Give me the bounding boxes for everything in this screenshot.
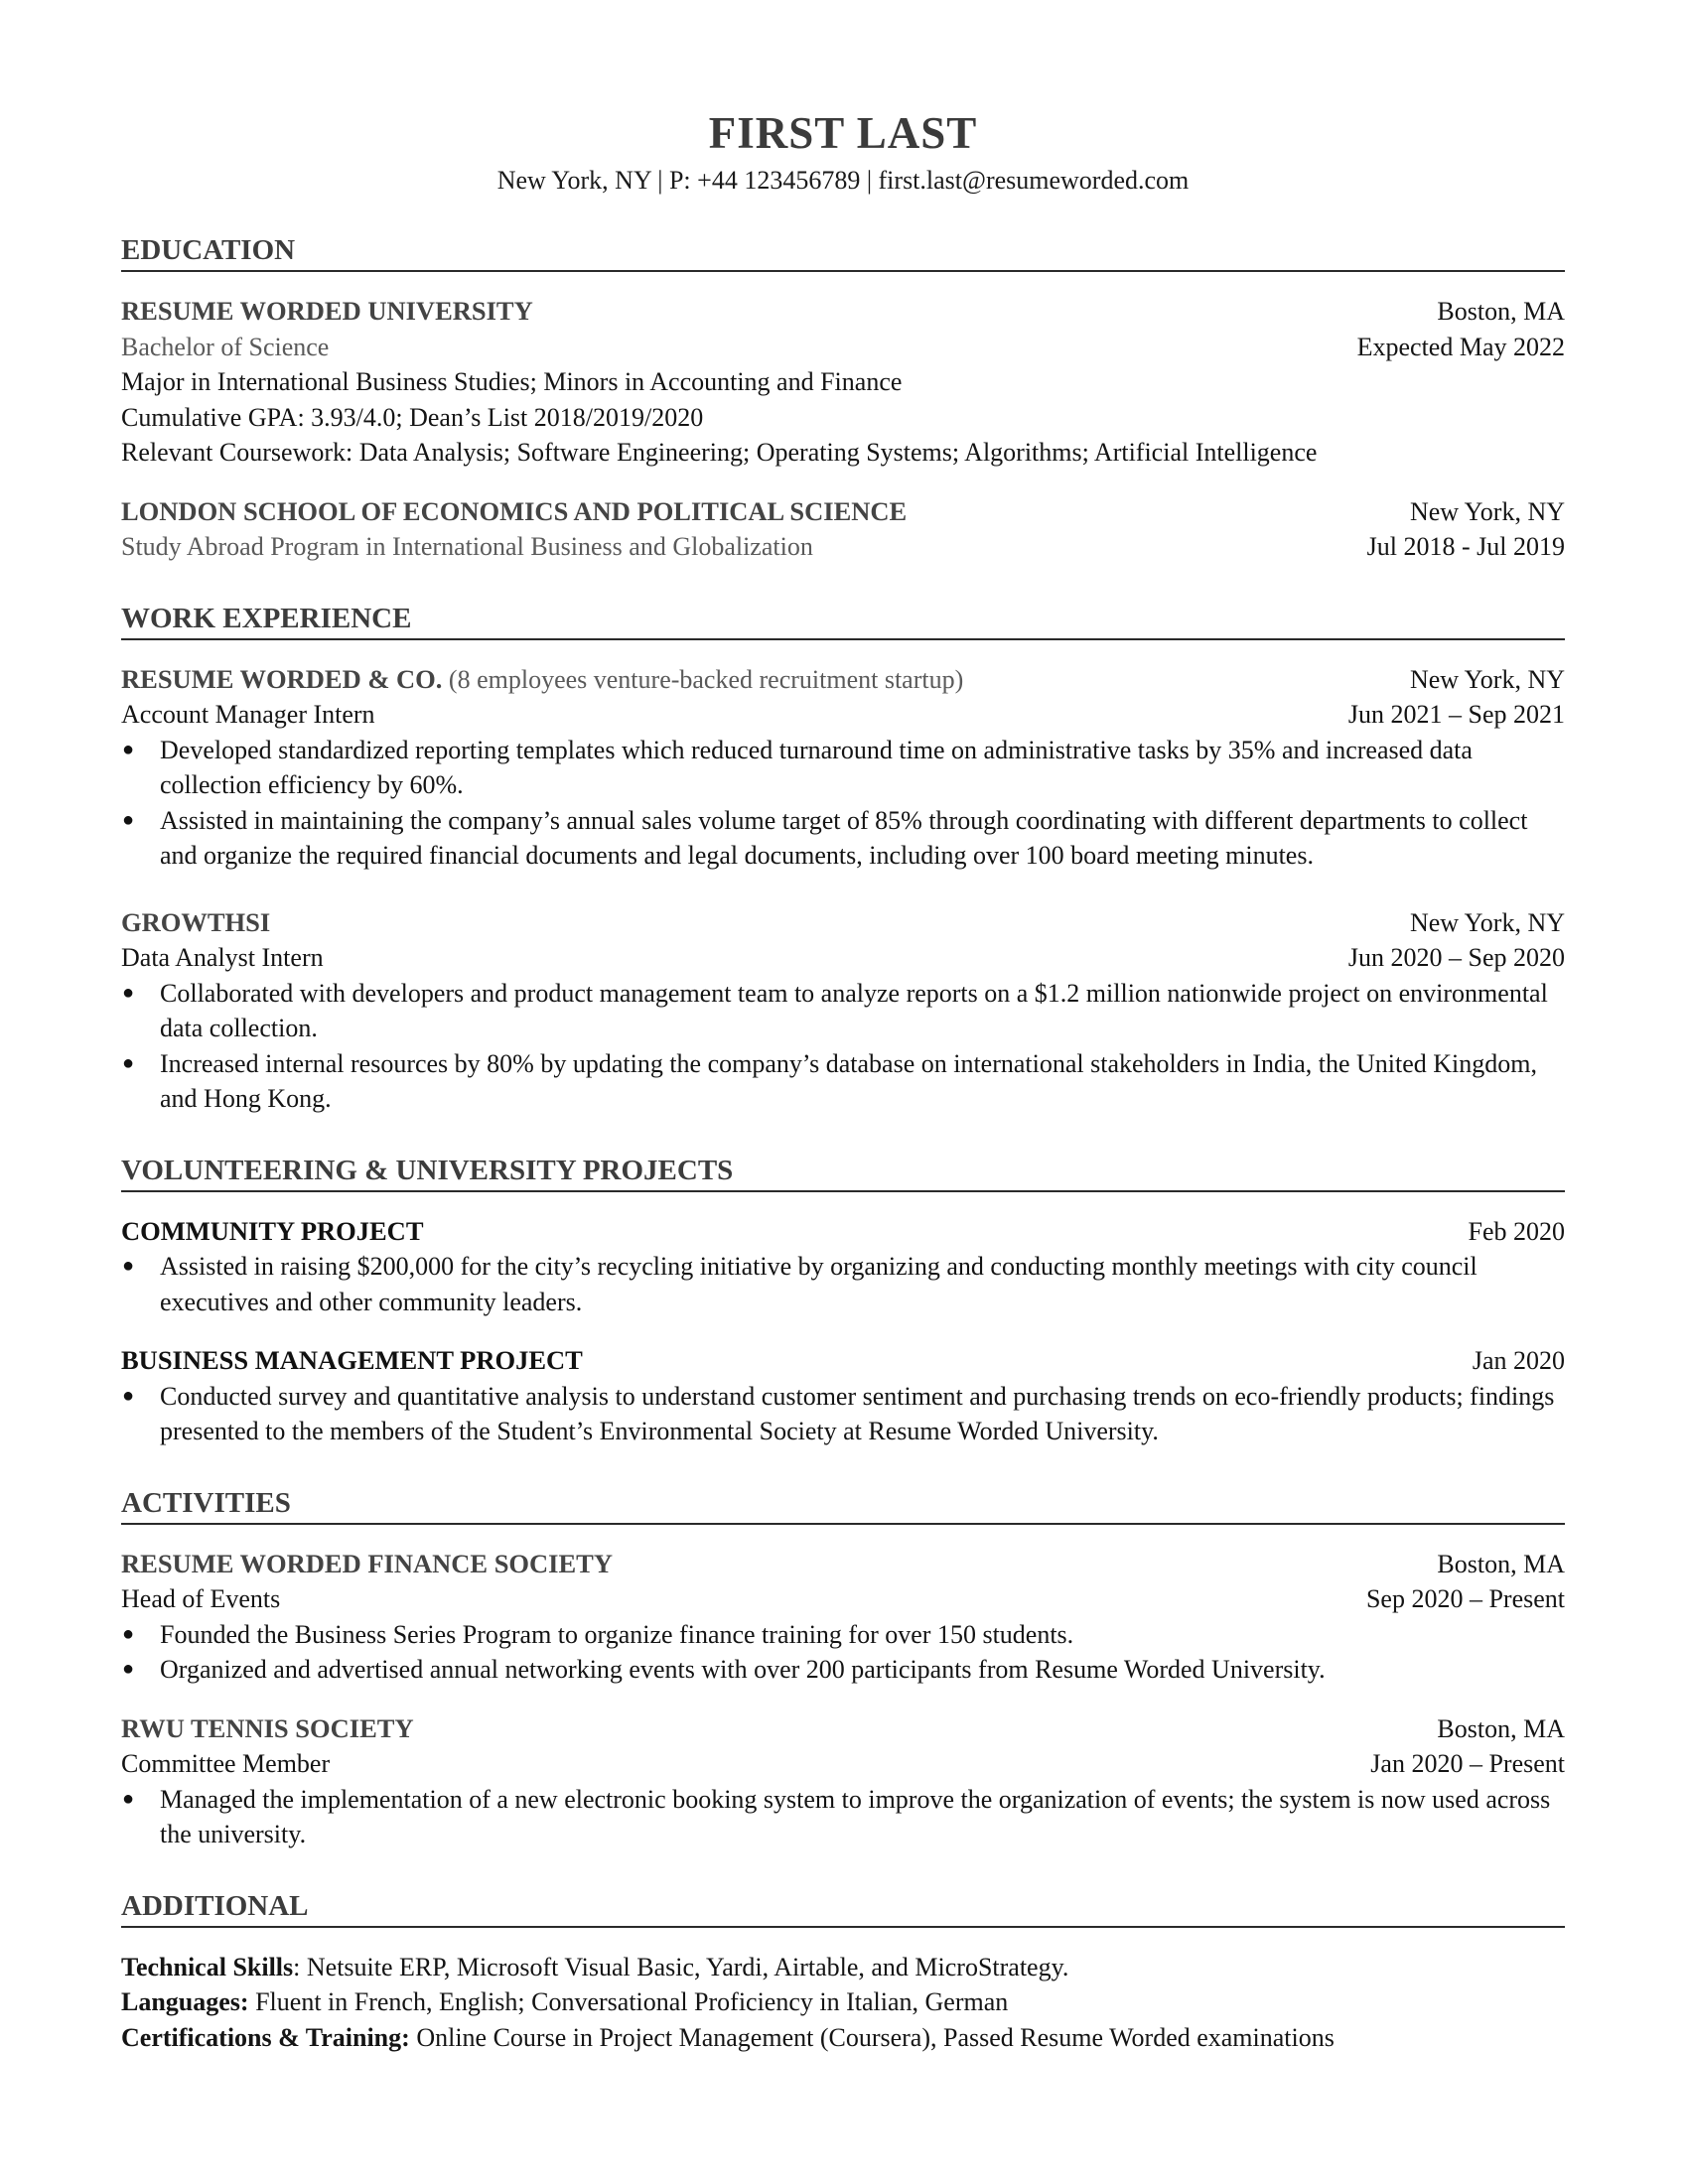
- education-entry: [121, 494, 1565, 565]
- bullet-item: ● Increased internal resources by 80% by updating the company’s database on international stakeholders in India, the United Kingdom, and Hong Kong.: [121, 1046, 1565, 1117]
- bullet-list: [121, 1782, 1565, 1852]
- date: Jan 2020: [1472, 1346, 1565, 1375]
- section-title: EDUCATION: [121, 232, 1565, 272]
- add-text: Netsuite ERP, Microsoft Visual Basic, Yardi, Airtable, and MicroStrategy.: [300, 1952, 1069, 1981]
- date: Jan 2020 – Present: [1370, 1749, 1565, 1778]
- bullet-item: ● Founded the Business Series Program to organize finance training for over 150 students.: [121, 1617, 1565, 1653]
- bullet-list: [121, 1617, 1565, 1688]
- bullet-list: [121, 1379, 1565, 1449]
- date: Jun 2021 – Sep 2021: [1347, 700, 1565, 729]
- section-title: WORK EXPERIENCE: [121, 601, 1565, 640]
- company-name: RESUME WORDED & CO.: [121, 663, 443, 694]
- education-detail: Cumulative GPA: 3.93/4.0; Dean’s List 2018/2019/2020: [121, 402, 704, 432]
- add-label: Technical Skills: [121, 1952, 294, 1981]
- role-title: Head of Events: [121, 1584, 281, 1613]
- additional-list: [121, 1950, 1565, 2056]
- technical-skills-line: [121, 1950, 1565, 1985]
- project-entry: [121, 1343, 1565, 1449]
- education-detail: Major in International Business Studies; Minors in Accounting and Finance: [121, 367, 903, 396]
- bullet-list: [121, 976, 1565, 1117]
- add-text: Fluent in French, English; Conversational Proficiency in Italian, German: [248, 1987, 1009, 2016]
- degree: Study Abroad Program in International Business and Globalization: [121, 532, 813, 561]
- project-name: BUSINESS MANAGEMENT PROJECT: [121, 1345, 583, 1375]
- institution-name: RESUME WORDED UNIVERSITY: [121, 296, 533, 326]
- bullet-item: ● Managed the implementation of a new electronic booking system to improve the organization of events; the system is now used across the university.: [121, 1782, 1565, 1852]
- certifications-line: [121, 2020, 1565, 2056]
- add-sep: :: [401, 2022, 410, 2052]
- education-section: [121, 232, 1565, 565]
- education-detail: Relevant Coursework: Data Analysis; Software Engineering; Operating Systems; Algorithms; Artificial Intelligence: [121, 438, 1318, 467]
- languages-line: [121, 1984, 1565, 2020]
- location: Boston, MA: [1437, 1549, 1565, 1578]
- date: Feb 2020: [1468, 1216, 1565, 1246]
- section-title: ADDITIONAL: [121, 1888, 1565, 1928]
- add-text: Online Course in Project Management (Coursera), Passed Resume Worded examinations: [409, 2022, 1335, 2052]
- bullet-item: ● Assisted in raising $200,000 for the city’s recycling initiative by organizing and conducting monthly meetings with city council executives and other community leaders.: [121, 1249, 1565, 1319]
- location: Boston, MA: [1437, 1713, 1565, 1743]
- date: Jul 2018 - Jul 2019: [1366, 532, 1565, 561]
- date: Jun 2020 – Sep 2020: [1347, 943, 1565, 972]
- organization-name: RWU TENNIS SOCIETY: [121, 1712, 414, 1743]
- activities-section: [121, 1485, 1565, 1852]
- location: New York, NY: [1409, 664, 1565, 694]
- bullet-item: ● Developed standardized reporting templates which reduced turnaround time on administrative tasks by 35% and increased data collection efficiency by 60%.: [121, 733, 1565, 803]
- organization-name: RESUME WORDED FINANCE SOCIETY: [121, 1548, 613, 1578]
- bullet-item: ● Organized and advertised annual networking events with over 200 participants from Resume Worded University.: [121, 1652, 1565, 1688]
- project-name: COMMUNITY PROJECT: [121, 1215, 424, 1246]
- date: Sep 2020 – Present: [1365, 1584, 1565, 1613]
- section-title: VOLUNTEERING & UNIVERSITY PROJECTS: [121, 1153, 1565, 1192]
- candidate-name: FIRST LAST: [708, 108, 978, 158]
- work-entry: [121, 662, 1565, 874]
- activity-entry: [121, 1547, 1565, 1688]
- bullet-list: [121, 1249, 1565, 1319]
- bullet-item: ● Collaborated with developers and product management team to analyze reports on a $1.2 million nationwide project on environmental data collection.: [121, 976, 1565, 1046]
- role-title: Committee Member: [121, 1749, 331, 1778]
- add-label: Languages: [121, 1987, 240, 2016]
- add-label: Certifications & Training: [121, 2022, 402, 2052]
- company-note: (8 employees venture-backed recruitment startup): [448, 664, 964, 694]
- add-sep: :: [239, 1987, 249, 2016]
- bullet-item: ● Conducted survey and quantitative analysis to understand customer sentiment and purchasing trends on eco-friendly products; findings presented to the members of the Student’s Environmental Society at Resume Worded University.: [121, 1379, 1565, 1449]
- location: New York, NY: [1409, 907, 1565, 937]
- bullet-item: ● Assisted in maintaining the company’s annual sales volume target of 85% through coordinating with different departments to collect and organize the required financial documents and legal documents, including over 100 board meeting minutes.: [121, 803, 1565, 874]
- projects-section: [121, 1153, 1565, 1449]
- education-entry: [121, 294, 1565, 471]
- location: New York, NY: [1409, 496, 1565, 526]
- contact-line: New York, NY | P: +44 123456789 | first.last@resumeworded.com: [496, 166, 1190, 195]
- project-entry: [121, 1214, 1565, 1320]
- section-title: ACTIVITIES: [121, 1485, 1565, 1525]
- date: Expected May 2022: [1356, 332, 1565, 361]
- add-sep: :: [293, 1952, 301, 1981]
- location: Boston, MA: [1437, 297, 1565, 326]
- job-title: Data Analyst Intern: [121, 943, 324, 972]
- work-section: [121, 601, 1565, 1117]
- activity-entry: [121, 1711, 1565, 1852]
- degree: Bachelor of Science: [121, 332, 330, 361]
- company-name: GROWTHSI: [121, 906, 271, 937]
- bullet-list: [121, 733, 1565, 874]
- institution-name: LONDON SCHOOL OF ECONOMICS AND POLITICAL SCIENCE: [121, 495, 908, 526]
- job-title: Account Manager Intern: [121, 700, 375, 729]
- additional-section: [121, 1888, 1565, 2056]
- work-entry: [121, 905, 1565, 1117]
